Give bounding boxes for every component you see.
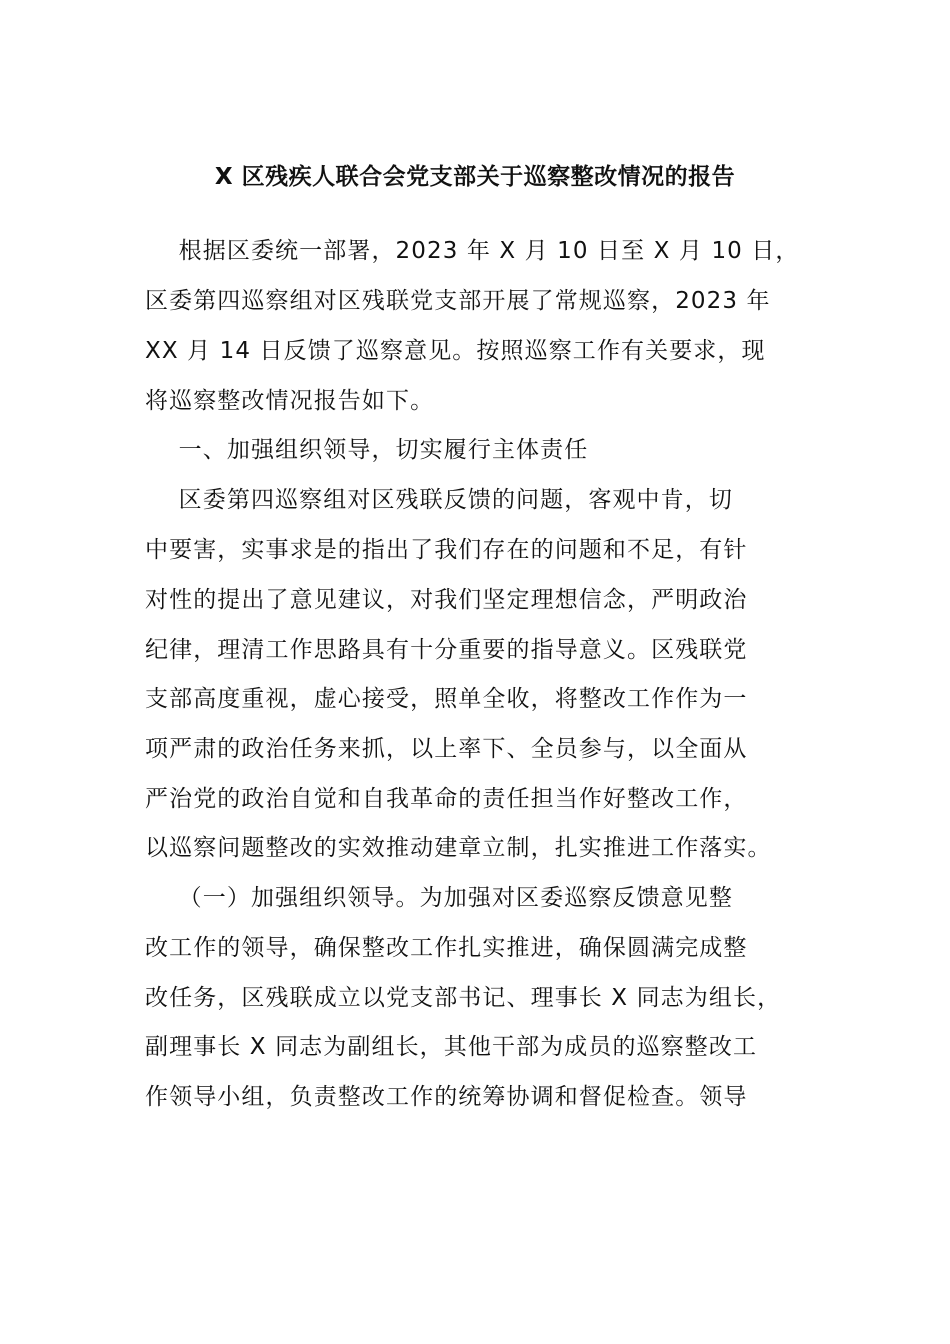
paragraph-line: 支部高度重视，虚心接受，照单全收，将整改工作作为一 (145, 686, 748, 712)
paragraph-line: 副理事长 X 同志为副组长，其他干部为成员的巡察整改工 (145, 1034, 758, 1060)
paragraph-line: 纪律，理清工作思路具有十分重要的指导意义。区残联党 (145, 637, 748, 663)
paragraph-line: XX 月 14 日反馈了巡察意见。按照巡察工作有关要求，现 (145, 338, 766, 364)
paragraph-line: 区委第四巡察组对区残联党支部开展了常规巡察，2023 年 (145, 288, 771, 314)
paragraph-line: 作领导小组，负责整改工作的统筹协调和督促检查。领导 (145, 1084, 748, 1110)
paragraph-line: 中要害，实事求是的指出了我们存在的问题和不足，有针 (145, 537, 748, 563)
paragraph-line: 以巡察问题整改的实效推动建章立制，扎实推进工作落实。 (145, 835, 772, 861)
section-heading: 一、加强组织领导，切实履行主体责任 (145, 437, 589, 463)
paragraph-line: 根据区委统一部署，2023 年 X 月 10 日至 X 月 10 日， (145, 238, 800, 264)
document-title: X 区残疾人联合会党支部关于巡察整改情况的报告 (214, 164, 736, 190)
paragraph-line: 将巡察整改情况报告如下。 (145, 388, 435, 414)
subsection-line: （一）加强组织领导。为加强对区委巡察反馈意见整 (145, 885, 733, 911)
paragraph-line: 对性的提出了意见建议，对我们坚定理想信念，严明政治 (145, 587, 748, 613)
paragraph-line: 区委第四巡察组对区残联反馈的问题，客观中肯，切 (145, 487, 733, 513)
paragraph-line: 改工作的领导，确保整改工作扎实推进，确保圆满完成整 (145, 935, 748, 961)
paragraph-line: 项严肃的政治任务来抓，以上率下、全员参与，以全面从 (145, 736, 748, 762)
paragraph-line: 严治党的政治自觉和自我革命的责任担当作好整改工作， (145, 786, 748, 812)
paragraph-line: 改任务，区残联成立以党支部书记、理事长 X 同志为组长， (145, 985, 782, 1011)
